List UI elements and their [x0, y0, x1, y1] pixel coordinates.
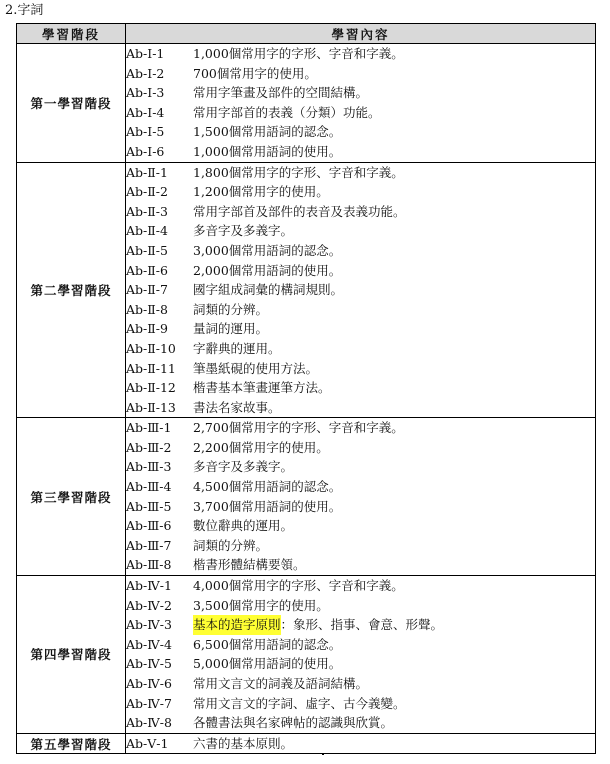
item-code: Ab-Ⅲ-2 [126, 439, 172, 455]
item-code: Ab-Ⅲ-7 [126, 537, 172, 553]
content-item [126, 261, 595, 281]
stage-row [17, 733, 596, 754]
item-text: 詞類的分辨。 [193, 537, 269, 553]
item-text: 楷書形體結構要領。 [193, 557, 306, 573]
content-item [126, 555, 595, 575]
content-item [126, 221, 595, 241]
header-row [17, 24, 596, 44]
stage-row [17, 44, 596, 163]
content-item [126, 516, 595, 536]
item-text: 3,000個常用語詞的認念。 [193, 242, 342, 258]
item-text: 國字組成詞彙的構詞規則。 [193, 282, 344, 298]
content-item [126, 339, 595, 359]
content-item [126, 734, 595, 754]
content-item [126, 654, 595, 674]
content-item [126, 378, 595, 398]
item-code: Ab-Ⅱ-10 [126, 340, 176, 356]
content-item [126, 694, 595, 714]
item-text: 4,000個常用字的字形、字音和字義。 [193, 578, 404, 594]
item-code: Ab-Ⅱ-9 [126, 321, 168, 337]
section-heading: 2.字詞 [5, 3, 44, 18]
stage-items [126, 418, 596, 576]
content-item [126, 241, 595, 261]
content-item [126, 477, 595, 497]
item-code: Ab-Ⅲ-5 [126, 498, 172, 514]
item-text: 常用字部首及部件的表音及表義功能。 [193, 203, 406, 219]
content-item [126, 596, 595, 616]
content-item [126, 674, 595, 694]
item-text: ：象形、指事、會意、形聲。 [280, 617, 444, 633]
item-text: 多音字及多義字。 [193, 459, 294, 475]
item-code: Ab-Ⅱ-12 [126, 380, 176, 396]
content-item [126, 438, 595, 458]
item-text: 4,500個常用語詞的認念。 [193, 479, 342, 495]
stage-items [126, 162, 596, 418]
item-text: 3,500個常用字的使用。 [193, 597, 329, 613]
item-code: Ab-Ⅰ-2 [126, 65, 165, 81]
stage-items [126, 576, 596, 734]
stage-name: 第一學習階段 [17, 44, 126, 163]
column-header-stage: 學習階段 [17, 24, 126, 44]
item-code: Ab-Ⅲ-8 [126, 557, 172, 573]
item-code: Ab-Ⅱ-2 [126, 184, 168, 200]
item-text: 常用字部首的表義（分類）功能。 [193, 104, 381, 120]
item-code: Ab-Ⅱ-3 [126, 203, 168, 219]
item-code: Ab-Ⅱ-11 [126, 360, 176, 376]
item-code: Ab-Ⅲ-1 [126, 420, 172, 436]
item-code: Ab-Ⅳ-2 [126, 597, 172, 613]
item-code: Ab-Ⅳ-7 [126, 695, 172, 711]
content-item [126, 103, 595, 123]
item-text: 2,000個常用語詞的使用。 [193, 262, 342, 278]
item-text: 1,500個常用語詞的認念。 [193, 124, 342, 140]
stage-items [126, 733, 596, 754]
item-text: 5,000個常用語詞的使用。 [193, 656, 342, 672]
item-text: 數位辭典的運用。 [193, 518, 294, 534]
item-code: Ab-Ⅱ-5 [126, 242, 168, 258]
item-code: Ab-Ⅳ-5 [126, 656, 172, 672]
item-code: Ab-Ⅱ-8 [126, 301, 168, 317]
stage-name: 第二學習階段 [17, 162, 126, 418]
item-code: Ab-Ⅰ-3 [126, 85, 165, 101]
item-text: 2,200個常用字的使用。 [193, 439, 329, 455]
content-item [126, 64, 595, 84]
item-text: 1,000個常用語詞的使用。 [193, 143, 342, 159]
item-text: 3,700個常用語詞的使用。 [193, 498, 342, 514]
content-item [126, 280, 595, 300]
item-text: 詞類的分辨。 [193, 301, 269, 317]
item-code: Ab-Ⅳ-1 [126, 578, 172, 594]
item-text: 1,200個常用字的使用。 [193, 184, 329, 200]
item-text: 700個常用字的使用。 [193, 65, 317, 81]
content-item [126, 300, 595, 320]
item-text: 6,500個常用語詞的認念。 [193, 636, 342, 652]
item-text: 各體書法與名家碑帖的認識與欣賞。 [193, 715, 394, 731]
item-code: Ab-Ⅳ-4 [126, 636, 172, 652]
item-code: Ab-Ⅲ-6 [126, 518, 172, 534]
content-item [126, 122, 595, 142]
content-item [126, 182, 595, 202]
item-code: Ab-Ⅱ-7 [126, 282, 168, 298]
item-code: Ab-Ⅰ-5 [126, 124, 165, 140]
item-code: Ab-Ⅰ-1 [126, 46, 165, 61]
content-item [126, 497, 595, 517]
stage-name: 第四學習階段 [17, 576, 126, 734]
content-item [126, 319, 595, 339]
content-item [126, 163, 595, 183]
content-item [126, 615, 595, 635]
content-item [126, 202, 595, 222]
item-text: 楷書基本筆畫運筆方法。 [193, 380, 331, 396]
highlighted-text: 基本的造字原則 [193, 615, 281, 635]
item-code: Ab-Ⅰ-6 [126, 143, 165, 159]
content-item [126, 457, 595, 477]
table-body [17, 44, 596, 754]
content-item [126, 398, 595, 418]
stray-dot [322, 753, 324, 755]
item-text: 1,000個常用字的字形、字音和字義。 [193, 46, 404, 61]
stage-items [126, 44, 596, 163]
column-header-content: 學習內容 [126, 24, 596, 44]
item-text: 常用文言文的字詞、虛字、古今義變。 [193, 695, 406, 711]
content-item [126, 142, 595, 162]
stage-row [17, 162, 596, 418]
item-code: Ab-Ⅴ-1 [126, 735, 169, 751]
content-item [126, 83, 595, 103]
content-item [126, 576, 595, 596]
item-code: Ab-Ⅰ-4 [126, 104, 165, 120]
item-text: 字辭典的運用。 [193, 340, 281, 356]
content-item [126, 359, 595, 379]
item-code: Ab-Ⅱ-13 [126, 399, 176, 415]
stage-name: 第三學習階段 [17, 418, 126, 576]
item-text: 六書的基本原則。 [193, 735, 294, 751]
item-text: 書法名家故事。 [193, 399, 281, 415]
content-item [126, 44, 595, 64]
curriculum-table [16, 23, 596, 754]
item-text: 量詞的運用。 [193, 321, 269, 337]
item-text: 2,700個常用字的字形、字音和字義。 [193, 420, 404, 436]
item-code: Ab-Ⅳ-3 [126, 617, 172, 633]
item-text: 常用文言文的詞義及語詞結構。 [193, 676, 369, 691]
item-text: 常用字筆畫及部件的空間結構。 [193, 85, 369, 101]
item-code: Ab-Ⅱ-6 [126, 262, 168, 278]
item-code: Ab-Ⅳ-6 [126, 676, 172, 691]
item-code: Ab-Ⅲ-4 [126, 479, 172, 495]
item-code: Ab-Ⅱ-4 [126, 223, 168, 239]
content-item [126, 536, 595, 556]
item-code: Ab-Ⅳ-8 [126, 715, 172, 731]
item-text: 1,800個常用字的字形、字音和字義。 [193, 164, 404, 180]
stage-name: 第五學習階段 [17, 733, 126, 754]
item-code: Ab-Ⅱ-1 [126, 164, 168, 180]
stage-row [17, 418, 596, 576]
item-text: 筆墨紙硯的使用方法。 [193, 360, 319, 376]
item-text: 多音字及多義字。 [193, 223, 294, 239]
content-item [126, 635, 595, 655]
content-item [126, 418, 595, 438]
stage-row [17, 576, 596, 734]
content-item [126, 713, 595, 733]
item-code: Ab-Ⅲ-3 [126, 459, 172, 475]
